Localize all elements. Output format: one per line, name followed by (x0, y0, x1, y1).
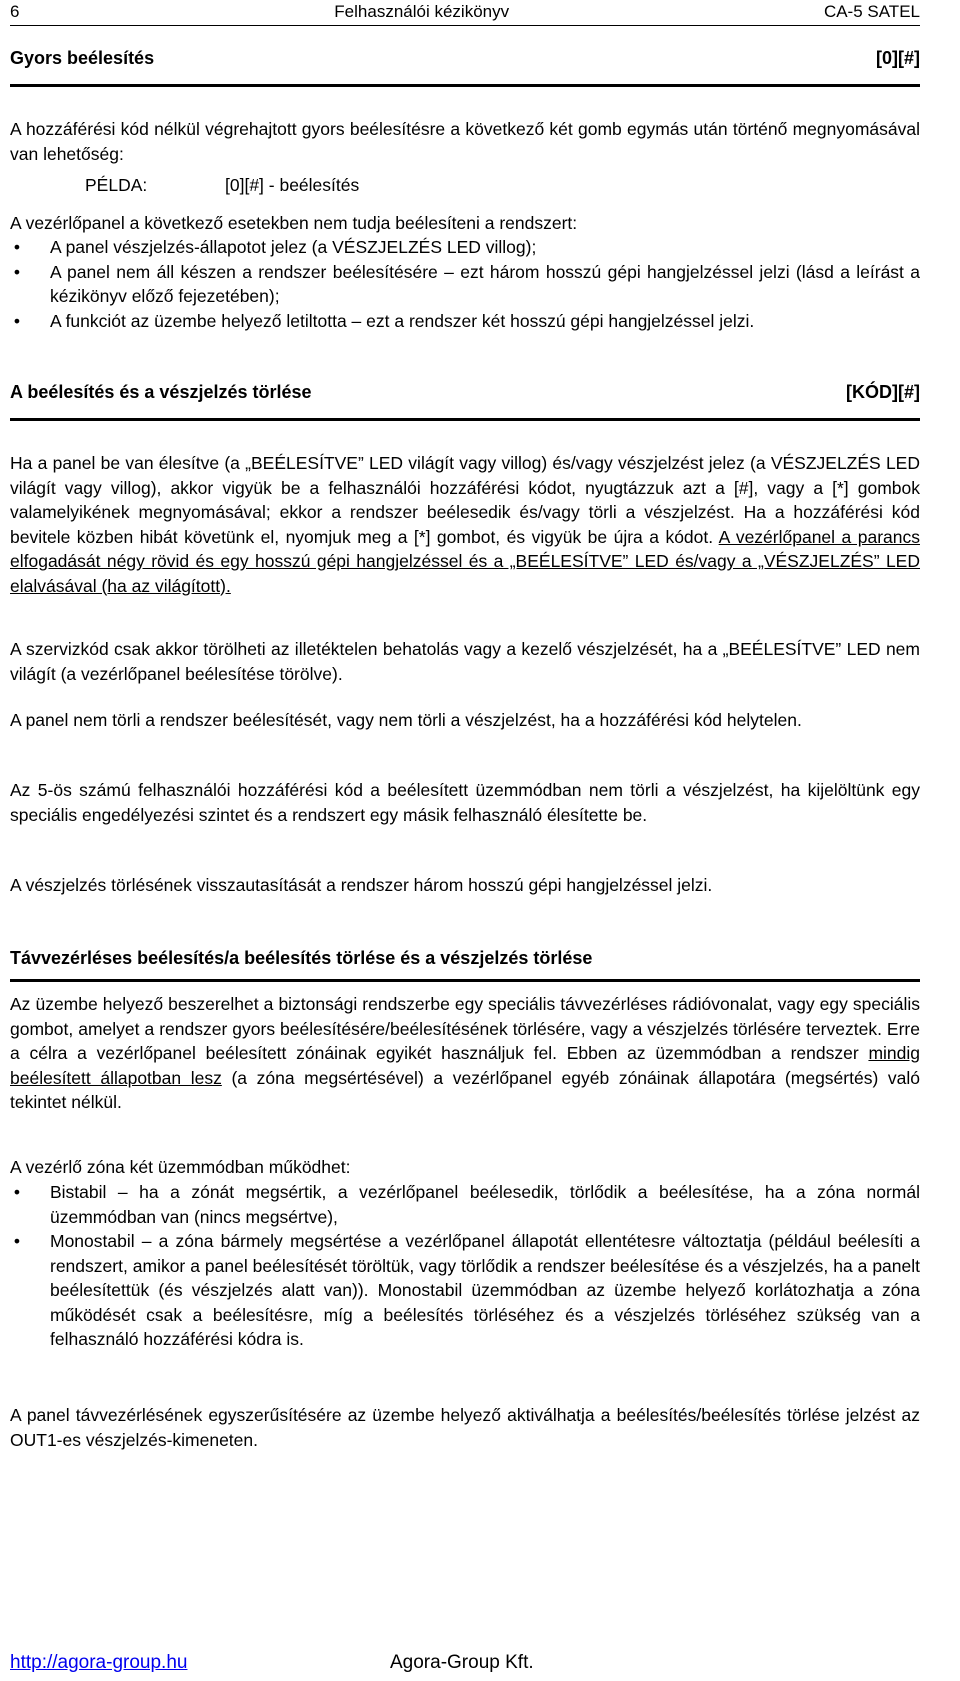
bullet-icon: • (13, 261, 21, 282)
underlined-text: mindig beélesített állapotban lesz (10, 1043, 920, 1088)
section-heading-disarm (10, 382, 920, 403)
paragraph: Ha a panel be van élesítve (a „BEÉLESÍTVE” LED világít vagy villog) és/vagy vészjelzést jelez (a VÉSZJELZÉS LED világít vagy villog), akkor vigyük be a felhasználói hozzáférési kódot, nyugtázzuk azt a [#], vagy a [*] gombok valamelyikének megnyomásával; ekkor a rendszer beélesedik és/vagy törli a vészjelzést. Ha a hozzáférési kód bevitele közben hibát követünk el, nyomjuk meg a [*] gombot, és vigyük be újra a kódot. A vezérlőpanel a parancs elfogadását négy rövid és egy hosszú gépi hangjelzéssel és a „BEÉLESÍTVE” LED és/vagy a „VÉSZJELZÉS” LED elalvásával (ha az világított). (10, 453, 920, 596)
list-item: • Monostabil – a zóna bármely megsértése a vezérlőpanel állapotát ellentétesre változtatja (például beélesíti a rendszert, amikor a panel beélesítését töröltük, vagy törlődik a rendszer beélesítése és a vészjelzés, ha a panelt beélesítettük (és vészjelzés alatt van)). Monostabil üzemmódban az üzembe helyező korlátozhatja a zóna működését csak a beélesítésre, míg a beélesítés törléséhez és a vészjelzés törléséhez szükség van a felhasználó hozzáférési kódra is. (10, 1229, 920, 1352)
paragraph: A panel távvezérlésének egyszerűsítésére az üzembe helyező aktiválhatja a beélesítés/beélesítés törlése jelzést az OUT1-es vészjelzés-kimeneten. (10, 1405, 920, 1450)
section-title: Gyors beélesítés (10, 48, 155, 68)
list-item: • A panel nem áll készen a rendszer beélesítésére – ezt három hosszú gépi hangjelzéssel jelzi (lásd a leírást a kézikönyv előző fejezetében); (10, 260, 920, 309)
paragraph: A hozzáférési kód nélkül végrehajtott gyors beélesítésre a következő két gomb egymás után történő megnyomásával van lehetőség: (10, 119, 920, 164)
bullet-icon: • (13, 1231, 21, 1251)
bullet-list (10, 1180, 920, 1352)
bullet-list (10, 235, 920, 333)
underlined-text: A vezérlőpanel a parancs elfogadását négy rövid és egy hosszú gépi hangjelzéssel és a „BEÉLESÍTVE” LED és/vagy a „VÉSZJELZÉS” LED elalvásával (ha az világított). (10, 526, 920, 596)
example-value: [0][#] - beélesítés (225, 175, 360, 195)
list-item: • A funkciót az üzembe helyező letiltotta – ezt a rendszer két hosszú gépi hangjelzéssel jelzi. (10, 309, 920, 334)
example-label: PÉLDA: (85, 175, 148, 195)
section-rule (10, 84, 920, 87)
list-item: • Bistabil – ha a zónát megsértik, a vezérlőpanel beélesedik, törlődik a beélesítése, ha a zóna normál üzemmódban van (nincs megsértve), (10, 1180, 920, 1229)
section-heading-quick-arming (10, 48, 920, 69)
footer-link[interactable] (10, 1652, 187, 1674)
list-item: • A panel vészjelzés-állapotot jelez (a VÉSZJELZÉS LED villog); (10, 235, 920, 260)
paragraph: Az 5-ös számú felhasználói hozzáférési kód a beélesített üzemmódban nem törli a vészjelzést, ha kijelöltünk egy speciális engedélyezési szintet és a rendszert egy másik felhasználó élesítette be. (10, 780, 920, 825)
section-title: A beélesítés és a vészjelzés törlése (10, 382, 312, 402)
example-line (85, 175, 360, 196)
paragraph: A vészjelzés törlésének visszautasítását a rendszer három hosszú gépi hangjelzéssel jelzi. (10, 875, 713, 895)
footer-company: Agora-Group Kft. (390, 1652, 534, 1673)
page-number: 6 (10, 2, 20, 21)
manual-title: Felhasználói kézikönyv (334, 2, 510, 21)
bullet-icon: • (13, 310, 21, 331)
website-link[interactable]: http://agora-group.hu (10, 1652, 188, 1673)
section-code: [0][#] (876, 48, 920, 68)
paragraph: A vezérlő zóna két üzemmódban működhet: (10, 1157, 351, 1177)
paragraph: A vezérlőpanel a következő esetekben nem tudja beélesíteni a rendszert: (10, 213, 578, 233)
bullet-icon: • (13, 237, 21, 257)
paragraph: Az üzembe helyező beszerelhet a biztonsági rendszerbe egy speciális távvezérléses rádióvonalat, vagy egy speciális gombot, amelyet a rendszer gyors beélesítésére/beélesítésének törlésére, vagy a vészjelzés törlésére terveztek. Erre a célra a vezérlőpanel beélesített zónáinak egyikét használjuk fel. Ebben az üzemmódban a rendszer mindig beélesített állapotban lesz (a zóna megsértésével) a vezérlőpanel egyéb zónáinak állapotára (megsértés) való tekintet nélkül. (10, 994, 920, 1112)
paragraph: A szervizkód csak akkor törölheti az illetéktelen behatolás vagy a kezelő vészjelzését, ha a „BEÉLESÍTVE” LED nem világít (a vezérlőpanel beélesítése törölve). (10, 639, 920, 684)
section-rule (10, 418, 920, 421)
bullet-icon: • (13, 1182, 21, 1202)
section-rule (10, 979, 920, 982)
section-heading-remote (10, 948, 920, 969)
product-name: CA-5 SATEL (823, 2, 920, 21)
section-title: Távvezérléses beélesítés/a beélesítés törlése és a vészjelzés törlése (10, 948, 593, 968)
paragraph: A panel nem törli a rendszer beélesítését, vagy nem törli a vészjelzést, ha a hozzáférési kód helytelen. (10, 710, 802, 730)
page-header (10, 2, 920, 24)
section-code: [KÓD][#] (846, 382, 920, 402)
header-divider (10, 25, 920, 26)
